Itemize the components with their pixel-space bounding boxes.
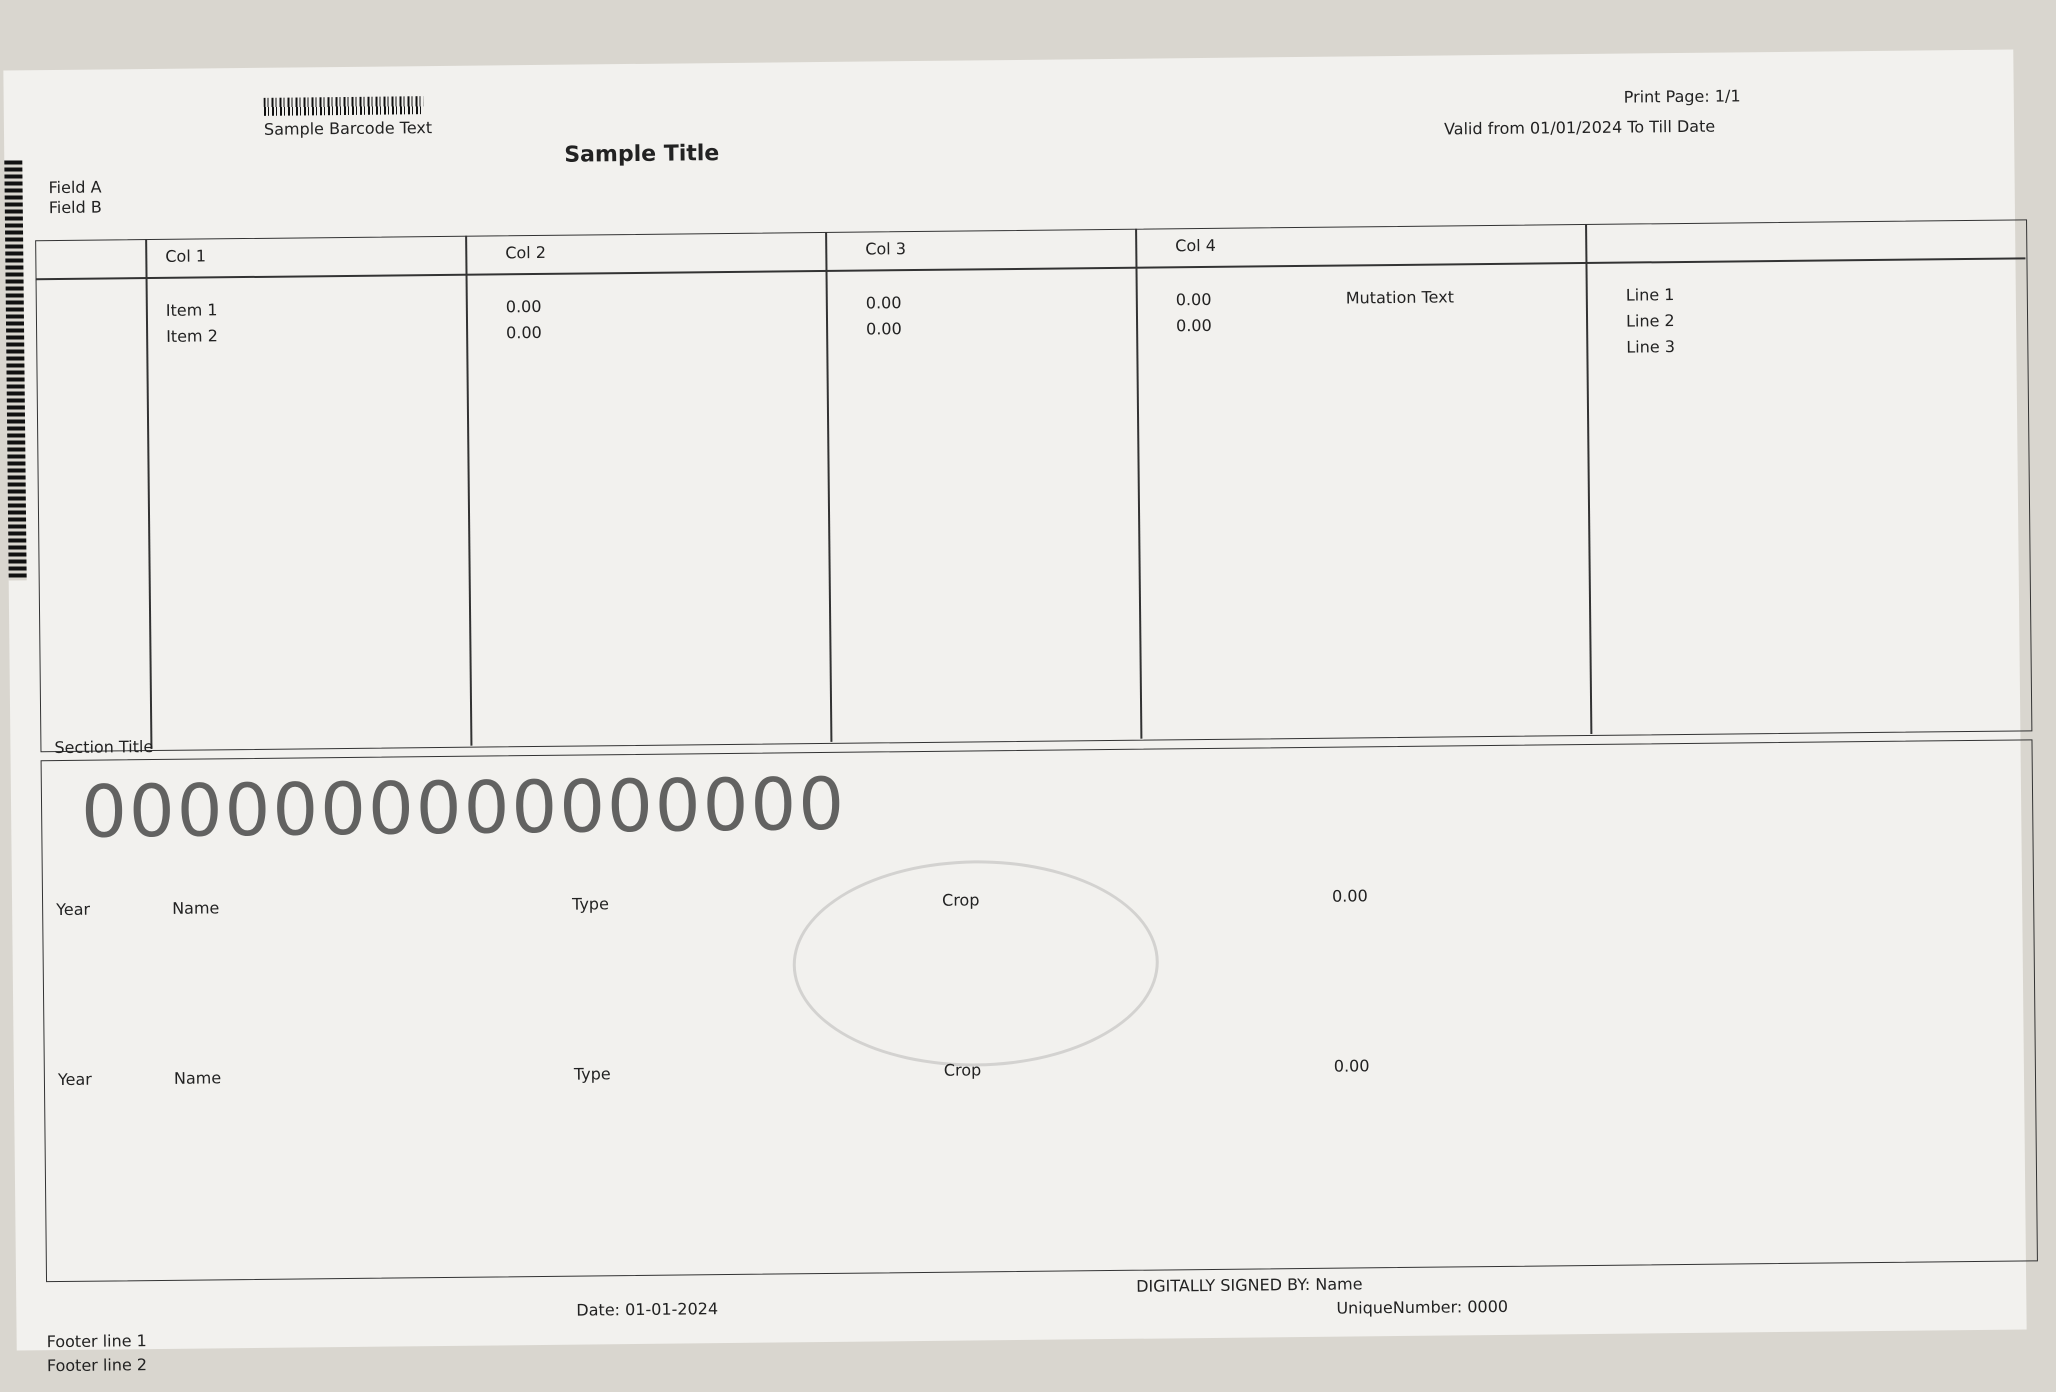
date-text: Date: 01-01-2024 (576, 1299, 719, 1320)
meta-b: Field B (48, 197, 102, 218)
lower-row-1-year: Year (56, 899, 91, 920)
lower-row-1-name: Name (172, 898, 220, 918)
top-row-1-col-4: 0.00 (1175, 289, 1212, 310)
document-page (3, 50, 2026, 1376)
right-block-line-2: Line 2 (1625, 311, 1675, 331)
top-header-2: Col 2 (505, 242, 547, 263)
top-row-1-col-1: Item 1 (165, 300, 218, 320)
lower-row-2-value: 0.00 (1333, 1056, 1370, 1076)
top-row-2-col-3: 0.00 (866, 319, 902, 339)
lower-row-1-value: 0.00 (1331, 886, 1368, 906)
right-block-line-3: Line 3 (1626, 337, 1676, 357)
top-row-2-col-2: 0.00 (506, 322, 542, 343)
signed-text: DIGITALLY SIGNED BY: Name (1136, 1274, 1363, 1296)
right-block-line-1: Line 1 (1625, 285, 1675, 305)
mutation-text: Mutation Text (1345, 287, 1455, 308)
barcode-text: Sample Barcode Text (263, 118, 433, 139)
top-row-1-col-2: 0.00 (505, 296, 542, 317)
lower-row-1-type: Type (572, 894, 609, 914)
top-row-1-col-3: 0.00 (865, 293, 902, 313)
lower-row-2-year: Year (57, 1069, 92, 1090)
lower-row-2-name: Name (173, 1068, 222, 1088)
document-title: Sample Title (564, 141, 720, 168)
print-page: Print Page: 1/1 (1623, 86, 1741, 107)
left-margin-marks (4, 160, 26, 580)
lower-row-1-crop: Crop (941, 890, 980, 910)
valid-range: Valid from 01/01/2024 To Till Date (1443, 116, 1716, 139)
footer-line-1: Footer line 1 (46, 1331, 147, 1352)
top-table-frame (35, 219, 2032, 752)
unique-number: UniqueNumber: 0000 (1336, 1296, 1509, 1318)
top-row-2-col-1: Item 2 (166, 326, 218, 346)
meta-a: Field A (48, 177, 102, 198)
top-row-2-col-4: 0.00 (1175, 315, 1212, 336)
overlay-number: 0000000000000000 (80, 761, 847, 854)
lower-row-2-crop: Crop (943, 1060, 982, 1080)
top-header-1: Col 1 (165, 246, 207, 266)
barcode (264, 96, 424, 116)
footer-line-2: Footer line 2 (46, 1355, 148, 1376)
lower-row-2-type: Type (573, 1064, 611, 1084)
top-header-4: Col 4 (1175, 235, 1217, 256)
top-header-3: Col 3 (865, 239, 907, 259)
lower-table-title: Section Title (54, 737, 154, 758)
